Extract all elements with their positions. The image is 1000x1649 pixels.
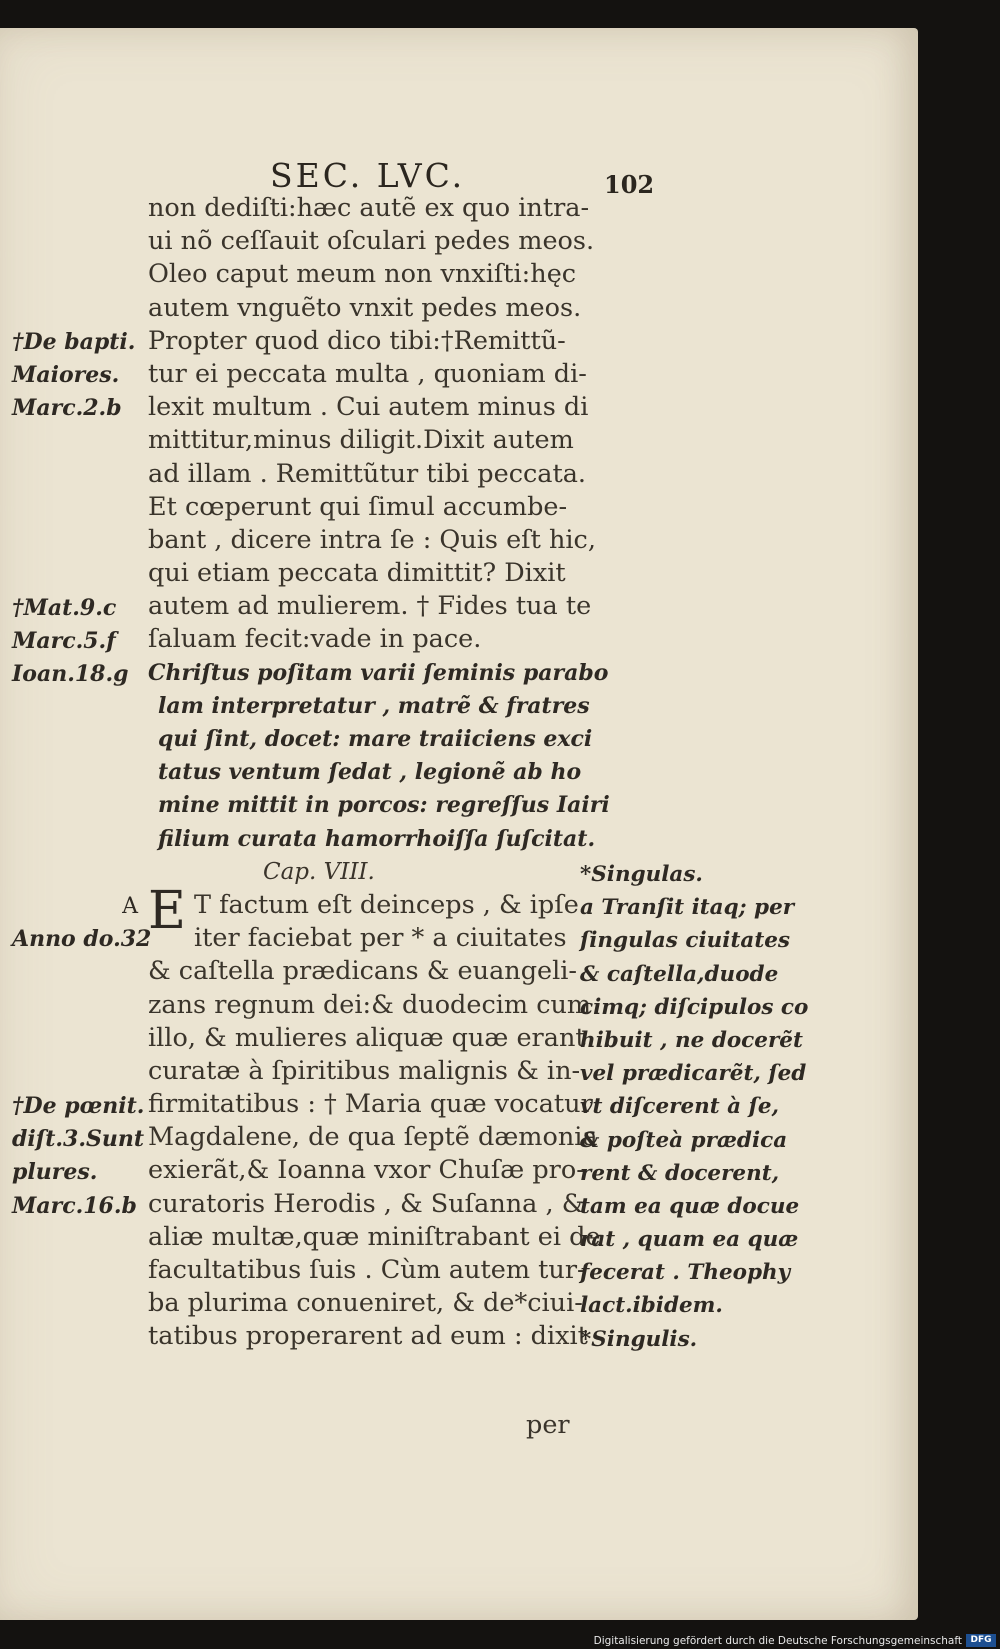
book-page bbox=[0, 28, 918, 1620]
chapter-summary-line: tatus ventum ſedat , legionẽ ab ho bbox=[158, 759, 582, 786]
text-line: autem vnguẽto vnxit pedes meos. bbox=[148, 292, 582, 323]
margin-note-line: Marc.5.f bbox=[12, 628, 116, 655]
left-margin-note bbox=[12, 326, 140, 426]
dfg-logo-icon: DFG bbox=[966, 1634, 996, 1647]
chapter-summary-line: filium curata hamorrhoiſſa ſuſcitat. bbox=[158, 825, 596, 852]
section-letter: A bbox=[122, 894, 138, 919]
text-line: lexit multum . Cui autem minus di bbox=[148, 392, 589, 423]
text-line: exierãt,& Ioanna vxor Chuſæ pro- bbox=[148, 1155, 585, 1186]
text-line: autem ad mulierem. † Fides tua te bbox=[148, 591, 592, 622]
margin-note-line: Ioan.18.g bbox=[12, 661, 129, 688]
margin-note-line: plures. bbox=[12, 1159, 98, 1186]
right-margin-gloss bbox=[580, 858, 809, 1356]
text-line: & caſtella prædicans & euangeli- bbox=[148, 956, 578, 987]
left-margin-note bbox=[12, 890, 152, 956]
gloss-line: lact.ibidem. bbox=[580, 1293, 723, 1319]
gloss-line: *Singulas. bbox=[580, 862, 703, 887]
margin-note-line: †De bapti. bbox=[12, 329, 136, 355]
chapter-summary-line: mine mittit in porcos: regreſſus Iairi bbox=[158, 792, 610, 819]
text-line: tatibus properarent ad eum : dixit bbox=[148, 1321, 588, 1352]
gloss-line: fecerat . Theophy bbox=[580, 1260, 791, 1286]
text-line: ſaluam fecit:vade in pace. bbox=[148, 624, 482, 655]
text-line: qui etiam peccata dimittit? Dixit bbox=[148, 558, 566, 589]
initial-capital: E bbox=[148, 880, 186, 941]
chapter-heading: Cap. VIII. bbox=[263, 858, 375, 885]
text-line: firmitatibus : † Maria quæ vocatur bbox=[148, 1089, 593, 1120]
main-text-column bbox=[148, 192, 610, 1354]
catchword: per bbox=[526, 1410, 570, 1440]
text-line: non dediſti:hæc autẽ ex quo intra- bbox=[148, 193, 590, 223]
gloss-line: tam ea quæ docue bbox=[580, 1193, 800, 1219]
chapter-summary-line: Chriſtus poſitam varii ſeminis parabo bbox=[148, 659, 609, 686]
left-margin-note bbox=[12, 592, 140, 692]
text-line: ad illam . Remittũtur tibi peccata. bbox=[148, 458, 587, 489]
text-line: bant , dicere intra ſe : Quis eſt hic, bbox=[148, 524, 596, 555]
page-header bbox=[0, 156, 918, 199]
text-line: zans regnum dei:& duodecim cum bbox=[148, 989, 592, 1020]
text-line: Et cœperunt qui ſimul accumbe- bbox=[148, 491, 568, 522]
left-margin-note bbox=[12, 1090, 145, 1223]
margin-note-line: †De pœnit. bbox=[12, 1093, 145, 1119]
gloss-line: & poſteà prædica bbox=[580, 1127, 788, 1153]
text-line: aliæ multæ,quæ miniſtrabant ei de bbox=[148, 1221, 601, 1252]
text-line: illo, & mulieres aliquæ quæ erant bbox=[148, 1022, 586, 1053]
chapter-summary-line: qui ſint, docet: mare traiiciens exci bbox=[158, 726, 593, 752]
gloss-line: vt diſcerent à ſe, bbox=[580, 1094, 780, 1120]
gloss-line: rat , quam ea quæ bbox=[580, 1227, 799, 1253]
gloss-line: rent & docerent, bbox=[580, 1160, 780, 1186]
margin-note-line: Marc.2.b bbox=[12, 395, 122, 422]
text-line: ba plurima conueniret, & de*ciui- bbox=[148, 1288, 583, 1319]
gloss-line: hibuit , ne docerẽt bbox=[580, 1027, 803, 1053]
text-line: mittitur,minus diligit.Dixit autem bbox=[148, 425, 574, 456]
margin-note-line: diſt.3.Sunt bbox=[12, 1126, 145, 1153]
text-line: Oleo caput meum non vnxiſti:hęc bbox=[148, 259, 577, 290]
gloss-line: vel prædicarẽt, ſed bbox=[580, 1061, 807, 1087]
page-number: 102 bbox=[604, 170, 655, 199]
text-line: facultatibus ſuis . Cùm autem tur- bbox=[148, 1255, 586, 1285]
gloss-line: ſingulas ciuitates bbox=[580, 928, 791, 954]
margin-note-line: †Mat.9.c bbox=[12, 595, 117, 621]
text-line: curatæ à ſpiritibus malignis & in- bbox=[148, 1055, 581, 1086]
text-line: ui nõ ceſſauit oſculari pedes meos. bbox=[148, 226, 595, 257]
chapter-summary-line: lam interpretatur , matrẽ & fratres bbox=[158, 692, 590, 719]
text-line: Magdalene, de qua ſeptẽ dæmonia bbox=[148, 1122, 598, 1153]
text-line-content: T factum eſt deinceps , & ipſe bbox=[194, 889, 579, 920]
footer-bar bbox=[0, 1631, 1000, 1649]
text-line: Propter quod dico tibi:†Remittũ- bbox=[148, 325, 566, 356]
text-line: iter faciebat per * a ciuitates bbox=[194, 923, 567, 954]
text-line: tur ei peccata multa , quoniam di- bbox=[148, 358, 587, 389]
running-head: SEC. LVC. bbox=[270, 156, 466, 195]
margin-note-line: Maiores. bbox=[12, 362, 120, 389]
gloss-line: cimq; diſcipulos co bbox=[580, 994, 809, 1020]
gloss-line: *Singulis. bbox=[580, 1326, 698, 1352]
gloss-line: & caſtella,duode bbox=[580, 961, 779, 987]
text-line: curatoris Herodis , & Suſanna , & bbox=[148, 1188, 585, 1219]
year-note: Anno do.32 bbox=[12, 926, 152, 953]
margin-note-line: Marc.16.b bbox=[12, 1192, 137, 1219]
gloss-line: a Tranſit itaq; per bbox=[580, 895, 795, 921]
funding-credit: Digitalisierung gefördert durch die Deutsche Forschungsgemeinschaft bbox=[593, 1635, 962, 1647]
